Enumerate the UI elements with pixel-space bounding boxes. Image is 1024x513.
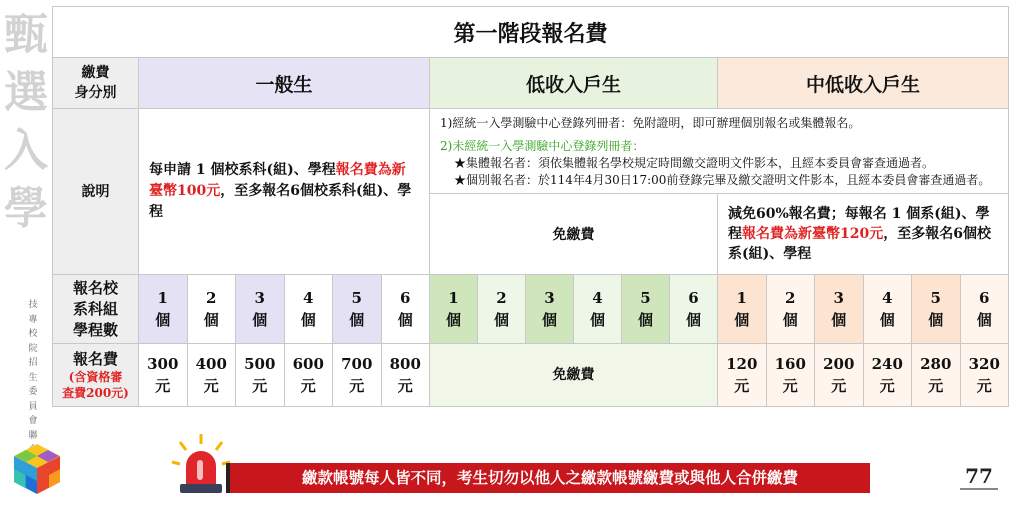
description-low-line-3: ★集體報名者：須依集體報名學校規定時間繳交證明文件影本，且經本委員會審查通過者。 xyxy=(454,156,935,170)
fee-unit: 元 xyxy=(300,377,316,395)
description-mid-limit: ，至多報名6個校系(組)、學程 xyxy=(728,226,991,262)
fee-cell xyxy=(381,344,430,407)
cube-logo-icon xyxy=(12,442,62,496)
count-value: 6 xyxy=(688,289,699,307)
side-title-char: 學 xyxy=(4,183,48,234)
description-mid-text: 減免60%報名費；每報名 1 個系(組)、學程 xyxy=(728,206,990,242)
count-cell xyxy=(236,275,285,344)
count-value: 3 xyxy=(544,289,555,307)
warning-banner: 繳款帳號每人皆不同，考生切勿以他人之繳款帳號繳費或與他人合併繳費 xyxy=(226,463,870,493)
count-cell xyxy=(766,275,815,344)
row-label-count-line: 學程數 xyxy=(72,320,118,339)
count-cell xyxy=(430,275,478,344)
description-low-line-4: ★個別報名者：於114年4月30日17:00前登錄完畢及繳交證明文件影本，且經本委員會審查通過者。 xyxy=(454,173,991,187)
count-cell xyxy=(815,275,864,344)
side-title-char: 選 xyxy=(4,67,48,118)
count-cell xyxy=(478,275,526,344)
fee-cell xyxy=(284,344,333,407)
page-number: 77 xyxy=(960,464,998,490)
side-org-label: 技專校院招生委員會聯 xyxy=(28,300,38,441)
count-value: 6 xyxy=(400,289,411,307)
count-unit: 個 xyxy=(637,311,653,329)
fee-cell xyxy=(960,344,1009,407)
row-label-fee-note: (含資格審 xyxy=(68,370,123,384)
count-unit: 個 xyxy=(541,311,557,329)
count-unit: 個 xyxy=(445,311,461,329)
fee-unit: 元 xyxy=(928,377,944,395)
count-unit: 個 xyxy=(928,311,944,329)
fee-value: 300 xyxy=(147,355,179,373)
description-low-income xyxy=(430,109,1009,194)
fee-unit: 元 xyxy=(397,377,413,395)
side-title xyxy=(2,6,50,238)
description-general-limit: ，至多報名6個校系科(組)、學程 xyxy=(149,183,412,220)
fee-value: 400 xyxy=(195,355,227,373)
count-value: 5 xyxy=(640,289,651,307)
count-value: 2 xyxy=(206,289,217,307)
fee-cell xyxy=(766,344,815,407)
description-general xyxy=(139,109,430,275)
count-cell xyxy=(670,275,718,344)
count-unit: 個 xyxy=(879,311,895,329)
description-general-text: 每申請 1 個校系科(組)、學程 xyxy=(149,162,336,178)
fee-value: 800 xyxy=(389,355,421,373)
fee-cell xyxy=(187,344,236,407)
count-cell xyxy=(526,275,574,344)
count-unit: 個 xyxy=(831,311,847,329)
column-header-general: 一般生 xyxy=(139,58,430,109)
count-value: 3 xyxy=(833,289,844,307)
fee-cell xyxy=(333,344,382,407)
count-cell xyxy=(333,275,382,344)
count-unit: 個 xyxy=(349,311,365,329)
count-value: 2 xyxy=(785,289,796,307)
fee-value: 700 xyxy=(341,355,373,373)
count-value: 5 xyxy=(930,289,941,307)
count-unit: 個 xyxy=(155,311,171,329)
row-label-identity-line: 身分別 xyxy=(74,85,117,101)
row-label-count xyxy=(53,275,139,344)
count-value: 4 xyxy=(882,289,893,307)
count-value: 5 xyxy=(351,289,362,307)
description-mid-fee: 報名費為新臺幣120元 xyxy=(742,226,884,242)
row-label-fee-text: 報名費 xyxy=(72,350,118,368)
count-unit: 個 xyxy=(203,311,219,329)
count-value: 6 xyxy=(979,289,990,307)
row-label-count-line: 系科組 xyxy=(72,299,118,318)
count-cell xyxy=(912,275,961,344)
count-cell xyxy=(718,275,767,344)
count-unit: 個 xyxy=(734,311,750,329)
count-cell xyxy=(139,275,188,344)
count-value: 2 xyxy=(496,289,507,307)
count-cell xyxy=(622,275,670,344)
row-label-fee-note: 查費200元) xyxy=(62,386,129,400)
count-unit: 個 xyxy=(493,311,509,329)
count-cell xyxy=(960,275,1009,344)
side-title-char: 甄 xyxy=(4,9,48,60)
fee-value: 600 xyxy=(292,355,324,373)
count-cell xyxy=(284,275,333,344)
side-title-char: 入 xyxy=(4,125,48,176)
fee-value: 120 xyxy=(726,355,758,373)
fee-unit: 元 xyxy=(831,377,847,395)
row-label-fee xyxy=(53,344,139,407)
table-title: 第一階段報名費 xyxy=(53,7,1009,58)
count-unit: 個 xyxy=(782,311,798,329)
fee-unit: 元 xyxy=(349,377,365,395)
fee-value: 200 xyxy=(823,355,855,373)
fee-unit: 元 xyxy=(879,377,895,395)
column-header-mid-low-income: 中低收入戶生 xyxy=(718,58,1009,109)
fee-cell xyxy=(912,344,961,407)
count-unit: 個 xyxy=(685,311,701,329)
column-header-low-income: 低收入戶生 xyxy=(430,58,718,109)
low-income-fee-free: 免繳費 xyxy=(430,344,718,407)
fee-cell xyxy=(815,344,864,407)
count-cell xyxy=(187,275,236,344)
low-income-free-label: 免繳費 xyxy=(430,194,718,275)
count-unit: 個 xyxy=(252,311,268,329)
description-general-fee: 報名費為新臺幣100元 xyxy=(149,162,406,199)
count-value: 1 xyxy=(157,289,168,307)
fee-value: 240 xyxy=(871,355,903,373)
fee-unit: 元 xyxy=(976,377,992,395)
fee-cell xyxy=(863,344,912,407)
count-unit: 個 xyxy=(976,311,992,329)
count-value: 4 xyxy=(303,289,314,307)
count-value: 1 xyxy=(448,289,459,307)
fee-value: 500 xyxy=(244,355,276,373)
count-unit: 個 xyxy=(397,311,413,329)
count-value: 1 xyxy=(736,289,747,307)
count-cell xyxy=(381,275,430,344)
row-label-description: 說明 xyxy=(53,109,139,275)
fee-value: 160 xyxy=(774,355,806,373)
count-cell xyxy=(863,275,912,344)
count-value: 3 xyxy=(254,289,265,307)
fee-unit: 元 xyxy=(734,377,750,395)
count-unit: 個 xyxy=(589,311,605,329)
description-low-line-1: 1)經統一入學測驗中心登錄列冊者：免附證明，即可辦理個別報名或集體報名。 xyxy=(440,116,861,130)
fee-cell xyxy=(718,344,767,407)
fee-value: 320 xyxy=(968,355,1000,373)
count-unit: 個 xyxy=(300,311,316,329)
fee-value: 280 xyxy=(920,355,952,373)
fee-unit: 元 xyxy=(155,377,171,395)
fee-unit: 元 xyxy=(203,377,219,395)
row-label-count-line: 報名校 xyxy=(72,278,118,297)
description-mid-low-income xyxy=(718,194,1009,275)
row-label-identity xyxy=(53,58,139,109)
count-value: 4 xyxy=(592,289,603,307)
row-label-identity-line: 繳費 xyxy=(81,65,110,81)
fee-cell xyxy=(139,344,188,407)
fee-unit: 元 xyxy=(252,377,268,395)
fee-cell xyxy=(236,344,285,407)
fee-unit: 元 xyxy=(782,377,798,395)
siren-icon xyxy=(170,432,232,498)
description-low-line-2: 2)未經統一入學測驗中心登錄列冊者： xyxy=(440,139,645,153)
count-cell xyxy=(574,275,622,344)
registration-fee-table xyxy=(52,6,1009,407)
